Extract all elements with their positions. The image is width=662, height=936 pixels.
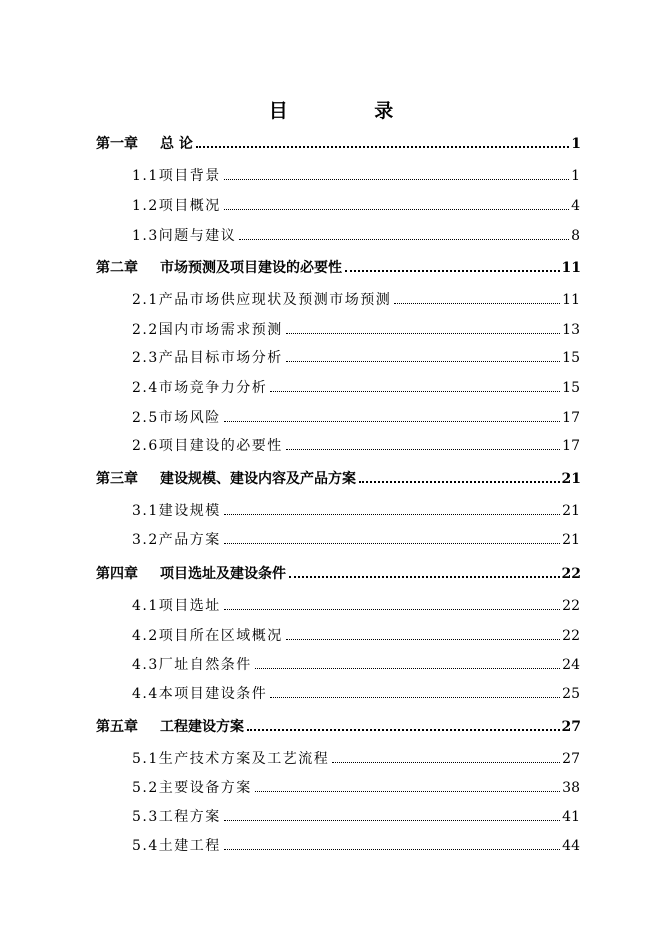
section-title: 4.2项目所在区域概况 <box>132 628 283 644</box>
toc-chapter-entry[interactable] <box>96 717 581 735</box>
page-number: 1 <box>571 136 581 152</box>
page-number: 44 <box>562 838 580 854</box>
toc-section-entry[interactable] <box>132 166 580 184</box>
dot-leader <box>196 145 569 148</box>
dot-leader <box>255 790 560 792</box>
dot-leader <box>345 269 560 272</box>
toc-section-entry[interactable] <box>132 348 580 366</box>
section-title: 5.3工程方案 <box>132 809 221 825</box>
section-title: 5.1生产技术方案及工艺流程 <box>132 751 330 767</box>
page-number: 22 <box>562 628 580 644</box>
dot-leader <box>224 848 560 850</box>
dot-leader <box>286 360 560 362</box>
page-number: 17 <box>562 438 580 454</box>
section-title: 2.2国内市场需求预测 <box>132 322 283 338</box>
toc-chapter-entry[interactable] <box>96 469 581 487</box>
chapter-number: 第五章 <box>96 719 138 735</box>
dot-leader <box>286 448 560 450</box>
dot-leader <box>289 575 560 578</box>
toc-title: 目 录 <box>268 100 434 122</box>
chapter-title: 工程建设方案 <box>160 719 244 735</box>
chapter-title: 项目选址及建设条件 <box>160 566 286 582</box>
section-title: 4.1项目选址 <box>132 598 221 614</box>
page-number: 22 <box>561 566 581 582</box>
dot-leader <box>332 761 560 763</box>
dot-leader <box>247 728 560 731</box>
toc-section-entry[interactable] <box>132 836 580 854</box>
page-number: 21 <box>562 532 580 548</box>
chapter-number: 第一章 <box>96 136 138 152</box>
page-number: 21 <box>562 503 580 519</box>
dot-leader <box>224 542 560 544</box>
dot-leader <box>394 302 560 304</box>
toc-section-entry[interactable] <box>132 226 580 244</box>
toc-section-entry[interactable] <box>132 807 580 825</box>
section-title: 2.4市场竞争力分析 <box>132 380 268 396</box>
toc-section-entry[interactable] <box>132 626 580 644</box>
page-number: 8 <box>571 228 580 244</box>
page-number: 21 <box>561 471 581 487</box>
toc-section-entry[interactable] <box>132 778 580 796</box>
dot-leader <box>239 238 569 240</box>
toc-section-entry[interactable] <box>132 530 580 548</box>
page-number: 25 <box>562 686 580 702</box>
section-title: 2.6项目建设的必要性 <box>132 438 283 454</box>
dot-leader <box>255 667 560 669</box>
section-title: 4.4本项目建设条件 <box>132 686 268 702</box>
dot-leader <box>224 208 569 210</box>
chapter-title: 建设规模、建设内容及产品方案 <box>160 471 356 487</box>
toc-chapter-entry[interactable] <box>96 564 581 582</box>
dot-leader <box>224 513 560 515</box>
page-number: 22 <box>562 598 580 614</box>
toc-section-entry[interactable] <box>132 290 580 308</box>
dot-leader <box>359 480 560 483</box>
section-title: 2.1产品市场供应现状及预测市场预测 <box>132 292 392 308</box>
chapter-number: 第三章 <box>96 471 138 487</box>
page-number: 11 <box>561 260 581 276</box>
toc-section-entry[interactable] <box>132 408 580 426</box>
section-title: 1.3问题与建议 <box>132 228 237 244</box>
page-number: 17 <box>562 410 580 426</box>
toc-chapter-entry[interactable] <box>96 258 581 276</box>
toc-section-entry[interactable] <box>132 320 580 338</box>
dot-leader <box>286 332 560 334</box>
chapter-title: 总 论 <box>160 136 193 152</box>
section-title: 2.3产品目标市场分析 <box>132 350 283 366</box>
dot-leader <box>270 696 560 698</box>
section-title: 4.3厂址自然条件 <box>132 657 252 673</box>
section-title: 1.1项目背景 <box>132 168 221 184</box>
toc-section-entry[interactable] <box>132 196 580 214</box>
page-number: 24 <box>562 657 580 673</box>
toc-section-entry[interactable] <box>132 684 580 702</box>
toc-section-entry[interactable] <box>132 655 580 673</box>
page-number: 27 <box>562 751 580 767</box>
page-number: 27 <box>561 719 581 735</box>
section-title: 5.4土建工程 <box>132 838 221 854</box>
chapter-number: 第二章 <box>96 260 138 276</box>
page-number: 15 <box>562 350 580 366</box>
dot-leader <box>224 608 560 610</box>
toc-section-entry[interactable] <box>132 596 580 614</box>
toc-section-entry[interactable] <box>132 378 580 396</box>
dot-leader <box>224 420 560 422</box>
page-number: 41 <box>562 809 580 825</box>
section-title: 3.2产品方案 <box>132 532 221 548</box>
page-number: 11 <box>562 292 580 308</box>
section-title: 1.2项目概况 <box>132 198 221 214</box>
section-title: 3.1建设规模 <box>132 503 221 519</box>
dot-leader <box>224 178 569 180</box>
dot-leader <box>270 390 560 392</box>
toc-section-entry[interactable] <box>132 749 580 767</box>
dot-leader <box>224 819 560 821</box>
dot-leader <box>286 638 560 640</box>
section-title: 2.5市场风险 <box>132 410 221 426</box>
page-number: 4 <box>571 198 580 214</box>
toc-chapter-entry[interactable] <box>96 134 581 152</box>
toc-section-entry[interactable] <box>132 501 580 519</box>
chapter-title: 市场预测及项目建设的必要性 <box>160 260 342 276</box>
toc-section-entry[interactable] <box>132 436 580 454</box>
page-number: 15 <box>562 380 580 396</box>
section-title: 5.2主要设备方案 <box>132 780 252 796</box>
chapter-number: 第四章 <box>96 566 138 582</box>
page-number: 38 <box>562 780 580 796</box>
page-number: 13 <box>562 322 580 338</box>
page-number: 1 <box>571 168 580 184</box>
